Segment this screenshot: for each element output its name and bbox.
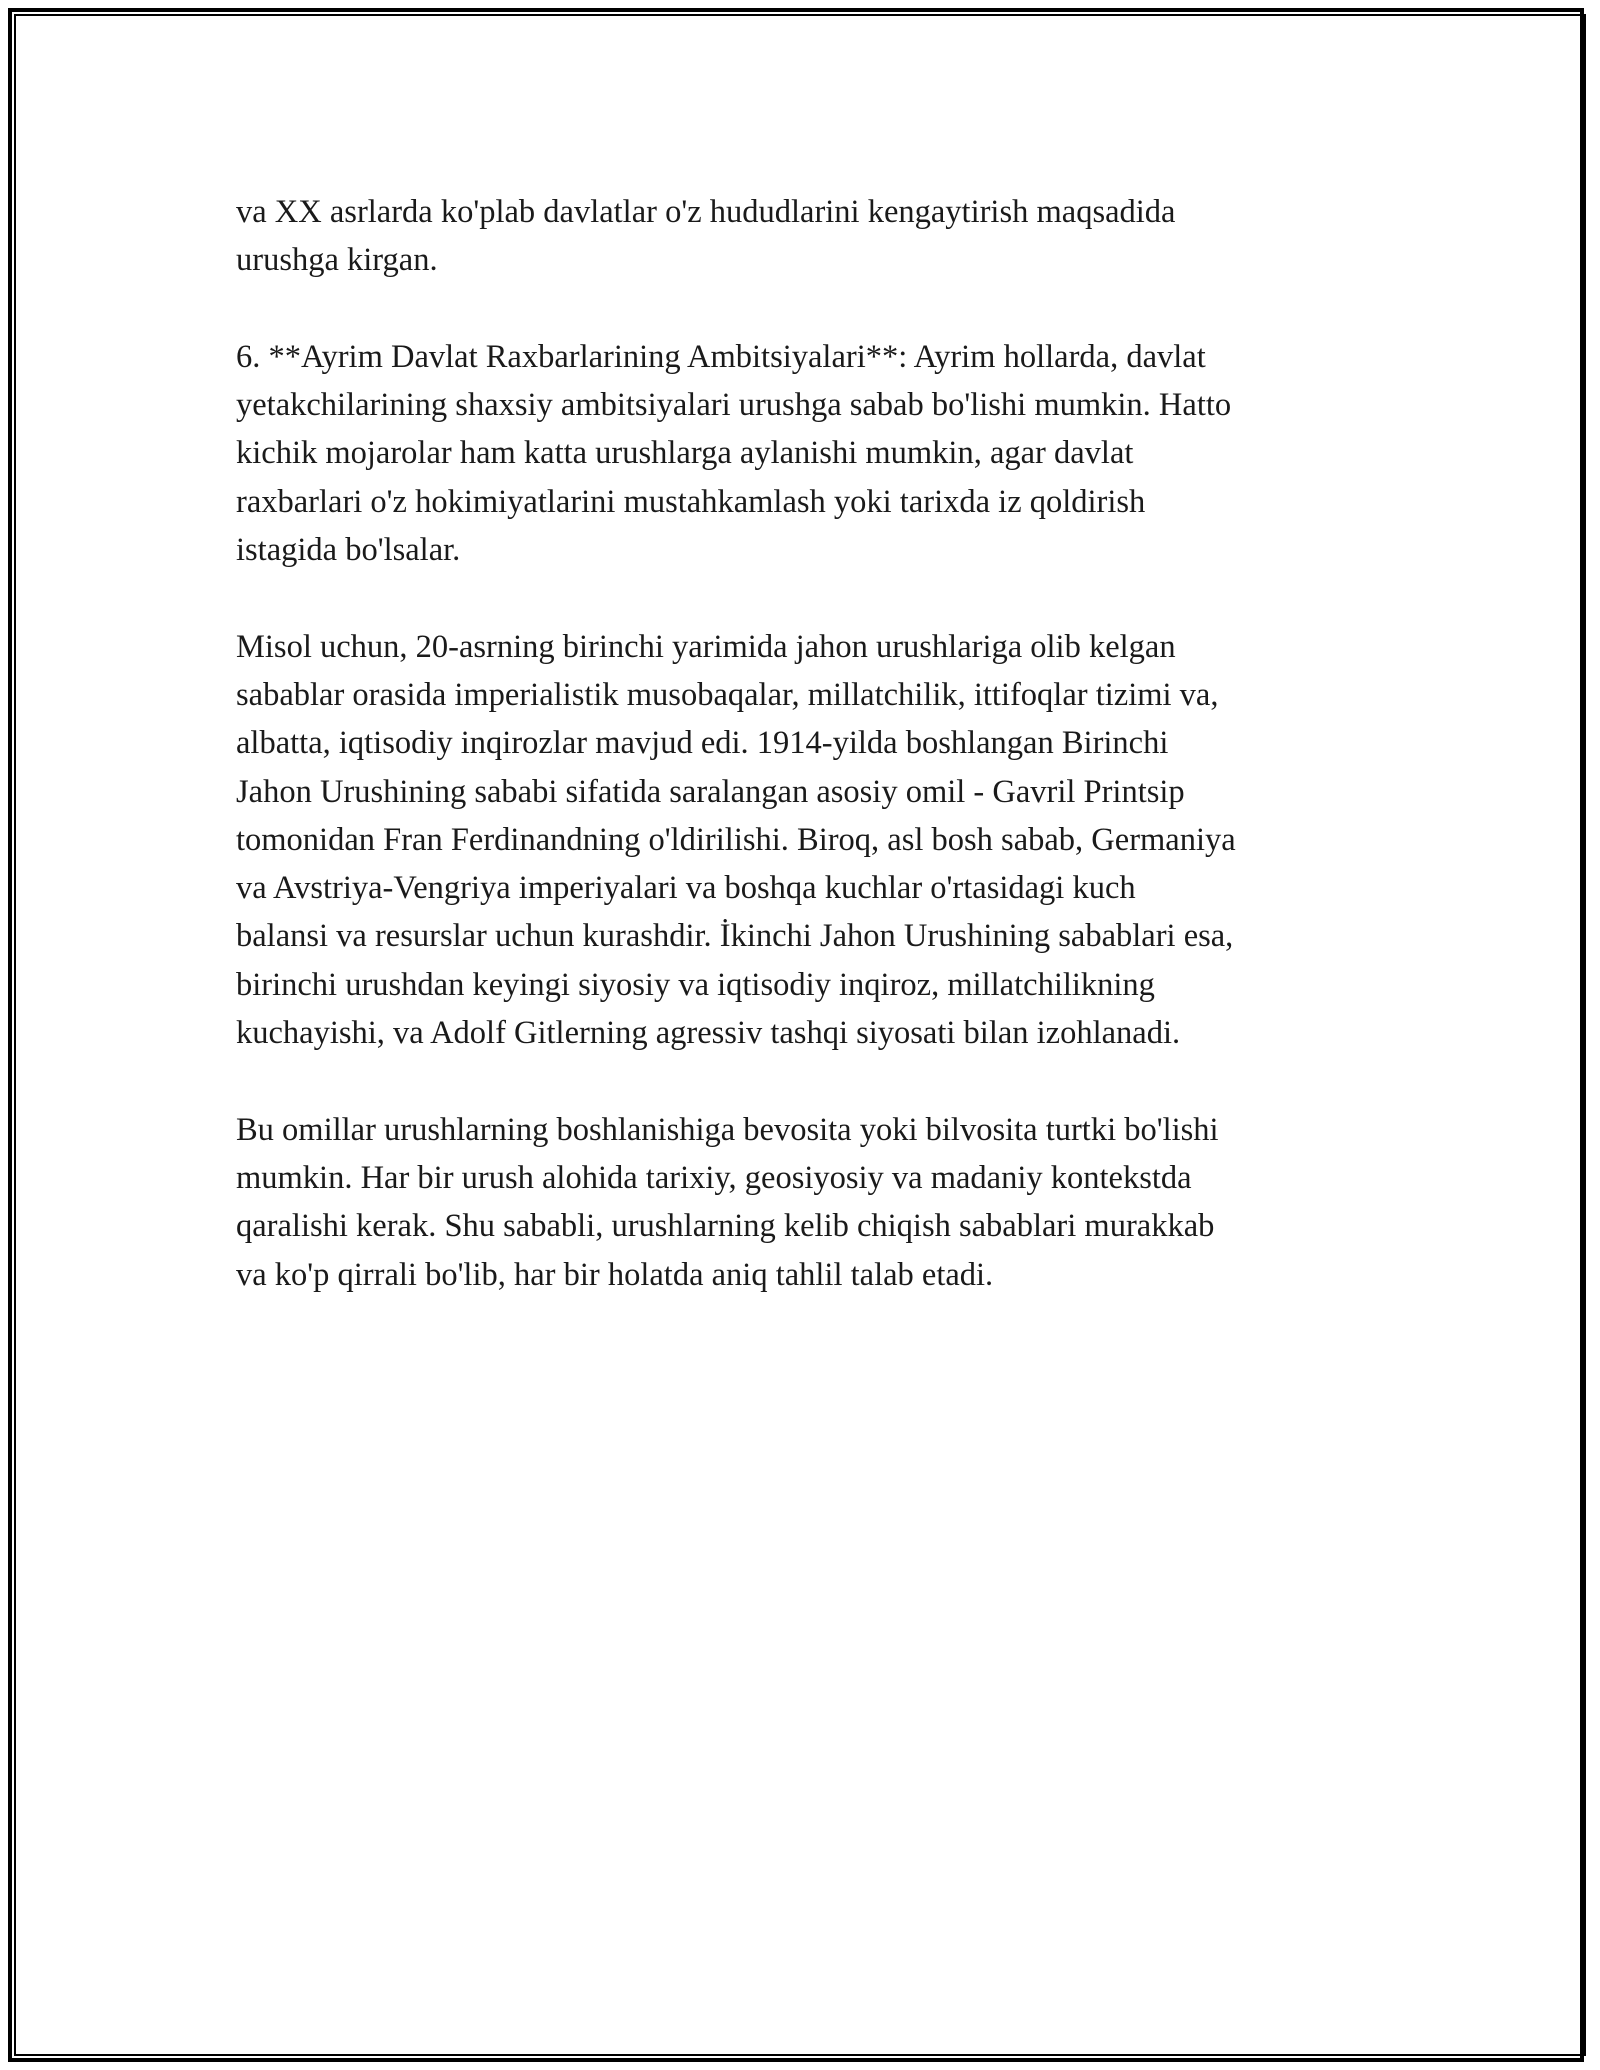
document-body [236,188,1376,1347]
paragraph-conclusion: Bu omillar urushlarning boshlanishiga bevosita yoki bilvosita turtki bo'lishi mumkin. Har bir urush alohida tarixiy, geosiyosiy va madaniy kontekstda qaralishi kerak. Shu sababli, urushlarning kelib chiqish sabablari murakkab va ko'p qirrali bo'lib, har bir holatda aniq tahlil talab etadi. [236,1111,1219,1293]
paragraph-leader-ambitions: 6. **Ayrim Davlat Raxbarlarining Ambitsiyalari**: Ayrim hollarda, davlat yetakchilarining shaxsiy ambitsiyalari urushga sabab bo'lishi mumkin. Hatto kichik mojarolar ham katta urushlarga aylanishi mumkin, agar davlat raxbarlari o'z hokimiyatlarini mustahkamlash yoki tarixda iz qoldirish istagida bo'lsalar. [236,338,1232,569]
paragraph-world-wars-example: Misol uchun, 20-asrning birinchi yarimida jahon urushlariga olib kelgan sabablar orasida imperialistik musobaqalar, millatchilik, ittifoqlar tizimi va, albatta, iqtisodiy inqirozlar mavjud edi. 1914-yilda boshlangan Birinchi Jahon Urushining sababi sifatida saralangan asosiy omil - Gavril Printsip tomonidan Fran Ferdinandning o'ldirilishi. Biroq, asl bosh sabab, Germaniya va Avstriya-Vengriya imperiyalari va boshqa kuchlar o'rtasidagi kuch balansi va resurslar uchun kurashdir. İkinchi Jahon Urushining sabablari esa, birinchi urushdan keyingi siyosiy va iqtisodiy inqiroz, millatchilikning kuchayishi, va Adolf Gitlerning agressiv tashqi siyosati bilan izohlanadi. [236,628,1236,1052]
paragraph-continuation: va XX asrlarda ko'plab davlatlar o'z hududlarini kengaytirish maqsadida urushga kirgan. [236,194,1176,279]
